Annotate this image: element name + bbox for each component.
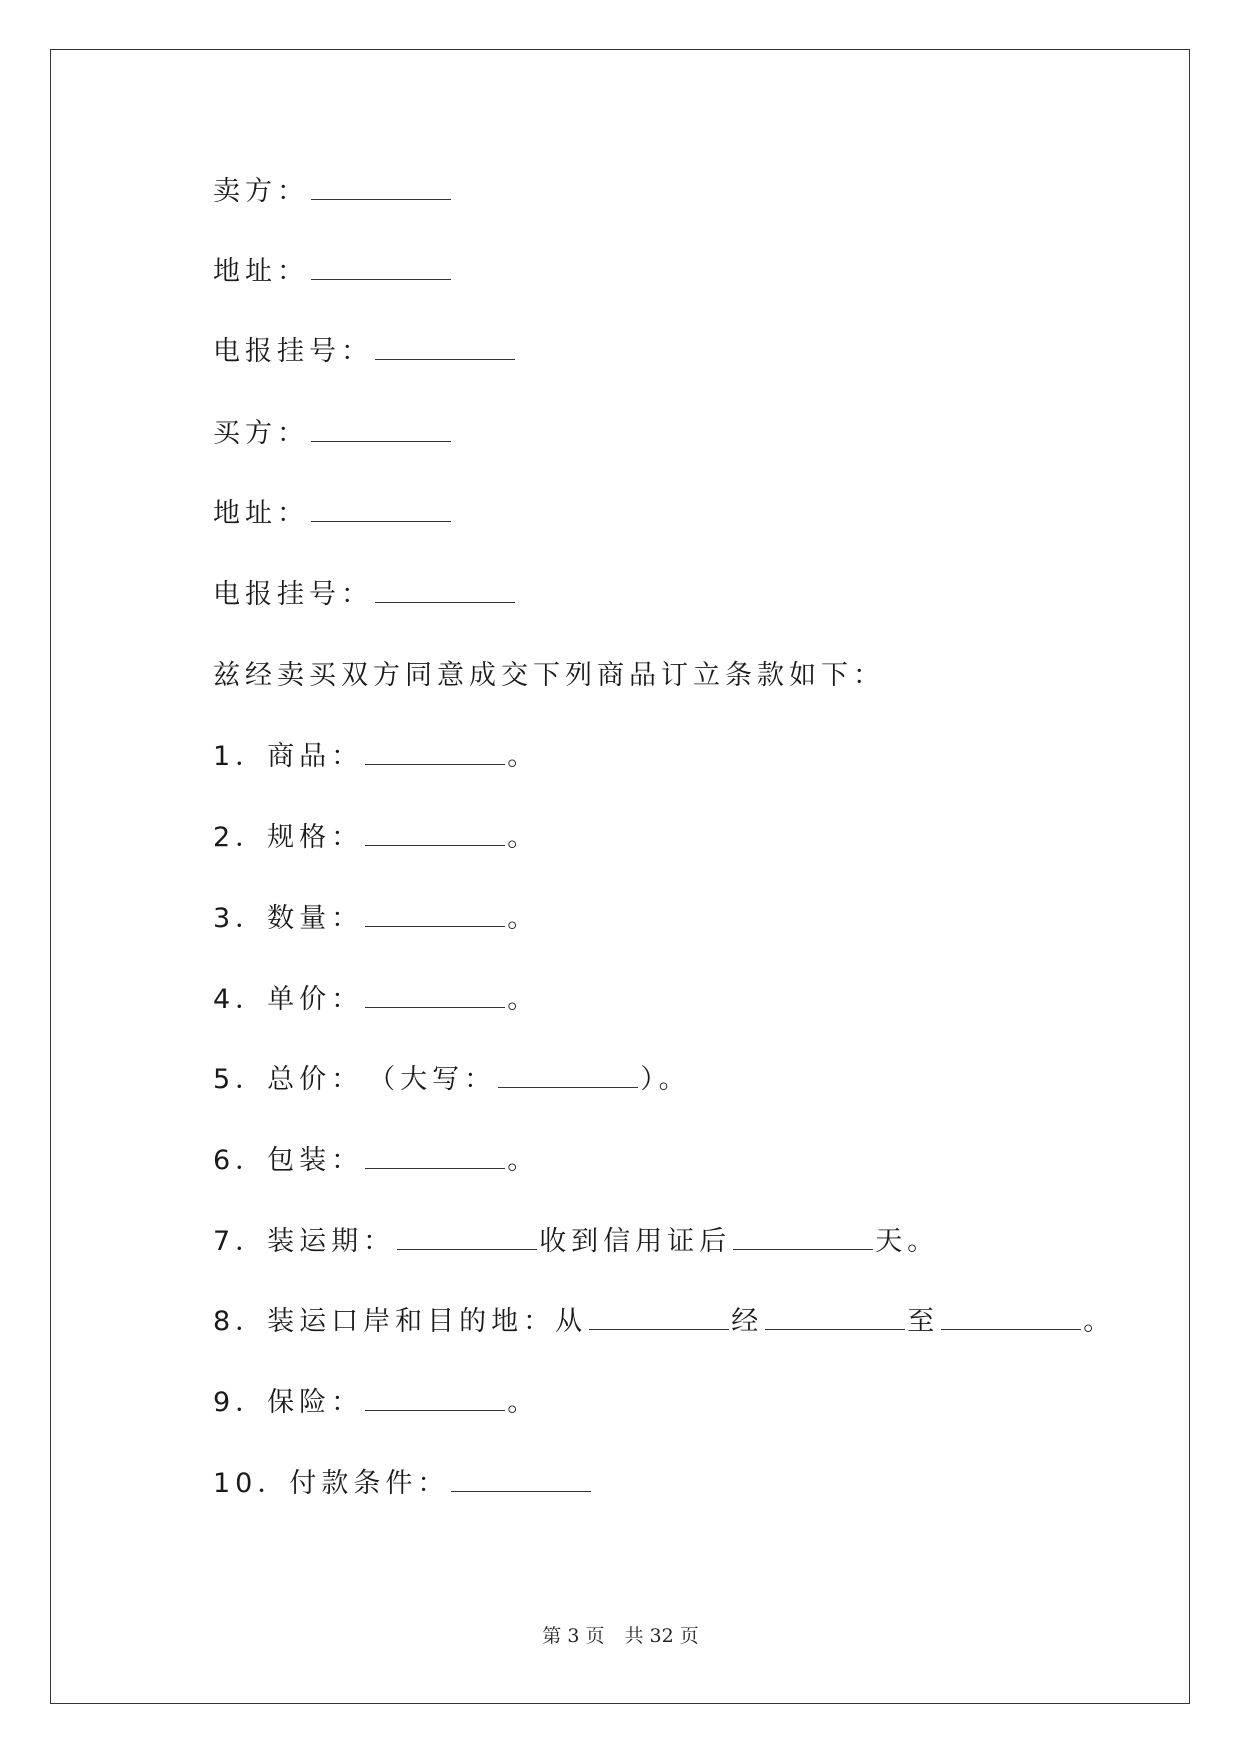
intro-text: 兹经卖买双方同意成交下列商品订立条款如下： [213,660,885,691]
item8-blank-from[interactable] [589,1307,729,1330]
item3-period: 。 [507,903,540,934]
item-line-5 [213,1060,691,1100]
seller-label: 卖方： [213,176,309,207]
seller-line [213,172,453,212]
item5-suffix: ）。 [640,1064,691,1095]
item7-mid: 收到信用证后 [539,1226,732,1257]
item8-label: 8．装运口岸和目的地：从 [213,1306,588,1337]
item-line-1 [213,737,539,777]
item1-blank[interactable] [365,742,505,765]
item2-period: 。 [507,822,540,853]
buyer-address-line [213,494,453,534]
item-line-4 [213,980,539,1020]
seller-cable-label: 电报挂号： [213,336,373,367]
item1-period: 。 [507,741,540,772]
item10-label: 10．付款条件： [213,1468,450,1499]
buyer-address-label: 地址： [213,498,309,529]
item7-blank-period[interactable] [397,1227,537,1250]
item7-blank-days[interactable] [733,1227,873,1250]
seller-blank[interactable] [311,177,451,200]
item8-blank-to[interactable] [941,1307,1081,1330]
item6-label: 6．包装： [213,1145,364,1176]
seller-address-blank[interactable] [311,257,451,280]
seller-address-label: 地址： [213,256,309,287]
item3-label: 3．数量： [213,903,364,934]
item-line-8 [213,1302,1115,1342]
page-number-total: 共 32 页 [624,1625,699,1647]
item8-blank-via[interactable] [765,1307,905,1330]
item8-to: 至 [907,1306,940,1337]
buyer-cable-label: 电报挂号： [213,579,373,610]
item-line-9 [213,1383,539,1423]
buyer-cable-blank[interactable] [375,580,515,603]
item-line-3 [213,899,539,939]
item-line-2 [213,818,539,858]
item1-label: 1．商品： [213,741,364,772]
item9-period: 。 [507,1387,540,1418]
buyer-line [213,414,453,454]
item5-blank[interactable] [498,1065,638,1088]
intro-line [213,656,885,696]
buyer-blank[interactable] [311,419,451,442]
item-line-6 [213,1141,539,1181]
item2-label: 2．规格： [213,822,364,853]
seller-address-line [213,252,453,292]
item4-period: 。 [507,984,540,1015]
page-number-current: 第 3 页 [542,1625,605,1647]
item4-blank[interactable] [365,985,505,1008]
item9-blank[interactable] [365,1388,505,1411]
item-line-10 [213,1464,593,1504]
item-line-7 [213,1222,939,1262]
page-footer [0,1621,1241,1648]
item8-via: 经 [731,1306,764,1337]
item7-suffix: 天。 [875,1226,940,1257]
item6-period: 。 [507,1145,540,1176]
page-frame [50,49,1190,1704]
seller-cable-line [213,332,517,372]
item10-blank[interactable] [451,1469,591,1492]
seller-cable-blank[interactable] [375,337,515,360]
item6-blank[interactable] [365,1146,505,1169]
item8-period: 。 [1083,1306,1116,1337]
buyer-cable-line [213,575,517,615]
item5-label: 5．总价： （大写： [213,1064,497,1095]
item2-blank[interactable] [365,823,505,846]
item4-label: 4．单价： [213,984,364,1015]
item9-label: 9．保险： [213,1387,364,1418]
item7-label: 7．装运期： [213,1226,396,1257]
item3-blank[interactable] [365,904,505,927]
buyer-address-blank[interactable] [311,499,451,522]
buyer-label: 买方： [213,418,309,449]
